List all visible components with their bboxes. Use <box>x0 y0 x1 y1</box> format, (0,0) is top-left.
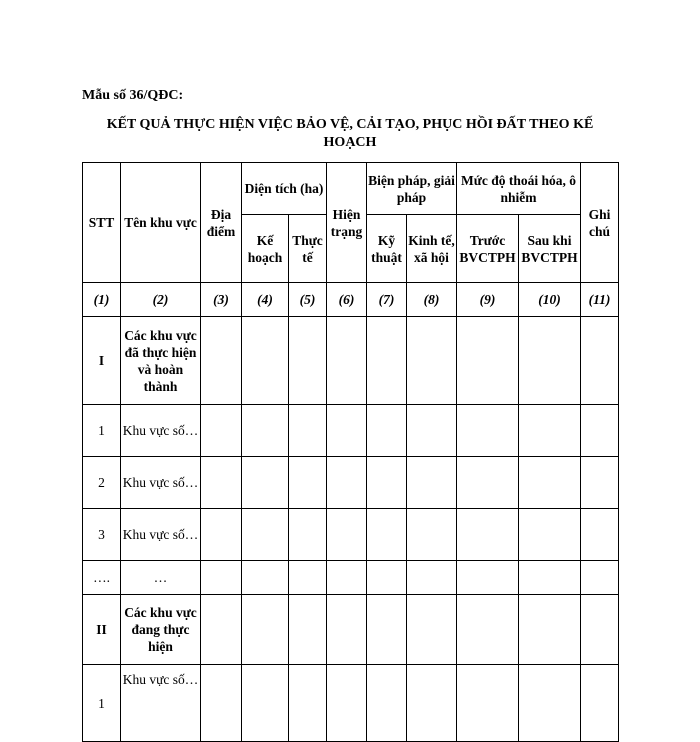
empty-cell <box>457 509 519 561</box>
empty-cell <box>407 509 457 561</box>
empty-cell <box>289 509 327 561</box>
column-number: (4) <box>242 283 289 317</box>
empty-cell <box>457 457 519 509</box>
empty-cell <box>581 405 619 457</box>
empty-cell <box>407 595 457 665</box>
empty-cell <box>457 405 519 457</box>
empty-cell <box>242 317 289 405</box>
column-number: (2) <box>121 283 201 317</box>
empty-cell <box>327 561 367 595</box>
empty-cell <box>242 457 289 509</box>
empty-cell <box>367 561 407 595</box>
empty-cell <box>201 665 242 742</box>
row-stt: 1 <box>83 665 121 742</box>
empty-cell <box>327 665 367 742</box>
empty-cell <box>367 509 407 561</box>
header-actual: Thực tế <box>289 215 327 283</box>
header-notes: Ghi chú <box>581 163 619 283</box>
empty-cell <box>407 317 457 405</box>
header-measures: Biện pháp, giải pháp <box>367 163 457 215</box>
table-row-ellipsis <box>83 561 619 595</box>
empty-cell <box>581 509 619 561</box>
empty-cell <box>289 317 327 405</box>
header-after: Sau khi BVCTPH <box>519 215 581 283</box>
header-area-name: Tên khu vực <box>121 163 201 283</box>
empty-cell <box>242 665 289 742</box>
empty-cell <box>407 561 457 595</box>
table-row-section <box>83 595 619 665</box>
table-row-section <box>83 317 619 405</box>
row-stt: 3 <box>83 509 121 561</box>
empty-cell <box>289 665 327 742</box>
empty-cell <box>201 317 242 405</box>
row-stt: …. <box>83 561 121 595</box>
empty-cell <box>327 405 367 457</box>
header-degradation: Mức độ thoái hóa, ô nhiễm <box>457 163 581 215</box>
column-number-row <box>83 283 619 317</box>
empty-cell <box>519 457 581 509</box>
empty-cell <box>201 561 242 595</box>
row-name: Khu vực số… <box>121 509 201 561</box>
empty-cell <box>367 317 407 405</box>
row-name: Khu vực số… <box>121 665 201 742</box>
empty-cell <box>327 595 367 665</box>
empty-cell <box>242 405 289 457</box>
empty-cell <box>519 317 581 405</box>
row-name: Khu vực số… <box>121 405 201 457</box>
empty-cell <box>242 561 289 595</box>
empty-cell <box>407 457 457 509</box>
column-number: (7) <box>367 283 407 317</box>
column-number: (1) <box>83 283 121 317</box>
empty-cell <box>581 457 619 509</box>
empty-cell <box>519 561 581 595</box>
empty-cell <box>201 509 242 561</box>
column-number: (5) <box>289 283 327 317</box>
row-stt: II <box>83 595 121 665</box>
empty-cell <box>581 561 619 595</box>
header-location: Địa điểm <box>201 163 242 283</box>
row-name: Các khu vực đang thực hiện <box>121 595 201 665</box>
empty-cell <box>519 405 581 457</box>
empty-cell <box>457 561 519 595</box>
row-stt: 1 <box>83 405 121 457</box>
empty-cell <box>289 595 327 665</box>
empty-cell <box>457 317 519 405</box>
empty-cell <box>367 457 407 509</box>
empty-cell <box>201 405 242 457</box>
column-number: (9) <box>457 283 519 317</box>
column-number: (11) <box>581 283 619 317</box>
form-code: Mẫu số 36/QĐC: <box>82 88 184 103</box>
header-planned: Kế hoạch <box>242 215 289 283</box>
empty-cell <box>581 665 619 742</box>
empty-cell <box>367 405 407 457</box>
empty-cell <box>289 561 327 595</box>
empty-cell <box>367 665 407 742</box>
column-number: (6) <box>327 283 367 317</box>
empty-cell <box>581 317 619 405</box>
empty-cell <box>242 595 289 665</box>
row-name: Khu vực số… <box>121 457 201 509</box>
empty-cell <box>367 595 407 665</box>
empty-cell <box>519 665 581 742</box>
header-stt: STT <box>83 163 121 283</box>
empty-cell <box>581 595 619 665</box>
row-stt: I <box>83 317 121 405</box>
table-row <box>83 457 619 509</box>
header-row-1 <box>83 163 619 215</box>
empty-cell <box>407 665 457 742</box>
header-status: Hiện trạng <box>327 163 367 283</box>
row-name: … <box>121 561 201 595</box>
table-row <box>83 665 619 742</box>
empty-cell <box>519 509 581 561</box>
empty-cell <box>457 595 519 665</box>
column-number: (10) <box>519 283 581 317</box>
empty-cell <box>201 457 242 509</box>
row-name: Các khu vực đã thực hiện và hoàn thành <box>121 317 201 405</box>
empty-cell <box>327 317 367 405</box>
empty-cell <box>289 457 327 509</box>
empty-cell <box>327 457 367 509</box>
empty-cell <box>457 665 519 742</box>
row-stt: 2 <box>83 457 121 509</box>
table-row <box>83 405 619 457</box>
empty-cell <box>289 405 327 457</box>
empty-cell <box>407 405 457 457</box>
empty-cell <box>519 595 581 665</box>
empty-cell <box>327 509 367 561</box>
header-socioeconomic: Kinh tế, xã hội <box>407 215 457 283</box>
document-title: KẾT QUẢ THỰC HIỆN VIỆC BẢO VỆ, CẢI TẠO, PHỤC HỒI ĐẤT THEO KẾ HOẠCH <box>106 117 594 150</box>
table-row <box>83 509 619 561</box>
empty-cell <box>201 595 242 665</box>
report-table <box>82 162 619 742</box>
column-number: (3) <box>201 283 242 317</box>
header-technical: Kỹ thuật <box>367 215 407 283</box>
column-number: (8) <box>407 283 457 317</box>
empty-cell <box>242 509 289 561</box>
header-before: Trước BVCTPH <box>457 215 519 283</box>
header-area-size: Diện tích (ha) <box>242 163 327 215</box>
